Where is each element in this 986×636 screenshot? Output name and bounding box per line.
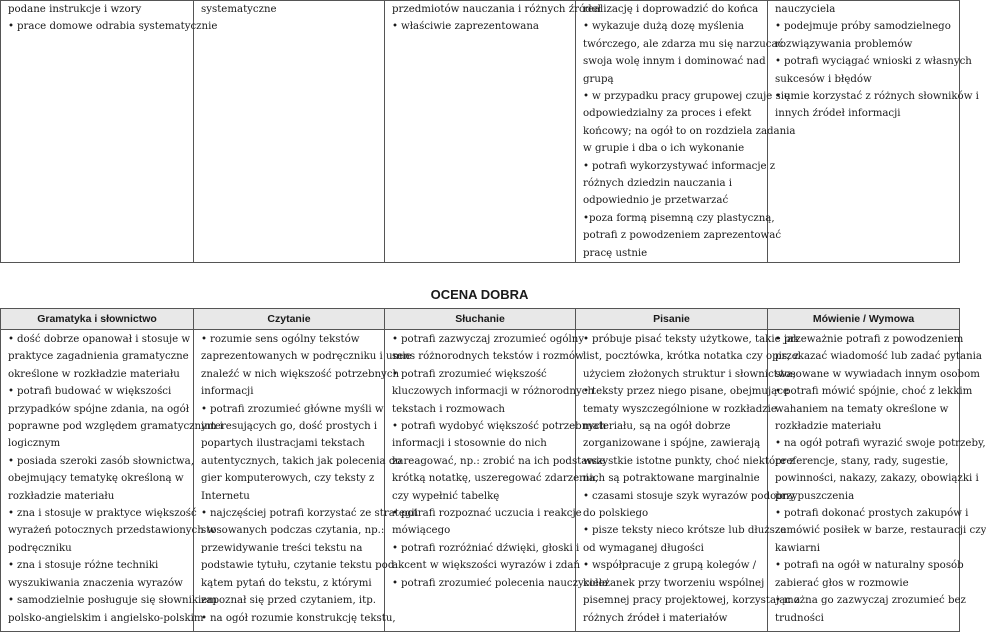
header-speaking-pronunciation: Mówienie / Wymowa — [768, 309, 960, 330]
top-col-1 — [8, 18, 218, 35]
bullet-line: • potrafi zrozumieć główne myśli w — [201, 401, 377, 418]
continuation-line: wszystkie istotne punkty, choć niektóre z — [583, 455, 795, 467]
grade-title: OCENA DOBRA — [430, 287, 529, 302]
cell-text: realizację i doprowadzić do końca — [583, 4, 759, 15]
top-cell — [1, 1, 218, 263]
continuation-line: końcowy; na ogół to on rozdziela zadania — [583, 125, 796, 137]
grammar-vocabulary-list — [8, 331, 224, 627]
reading-list — [201, 331, 418, 627]
continuation-line: tematy wyszczególnione w rozkładzie — [583, 403, 777, 415]
continuation-line: sukcesów i błędów — [775, 73, 872, 85]
top-col-3 — [392, 18, 568, 35]
continuation-line: podręczniku — [8, 542, 72, 554]
bullet-line: • właściwie zaprezentowana — [392, 18, 568, 35]
bullet-line: • rozumie sens ogólny tekstów — [201, 331, 377, 348]
continuation-line: tekstach i rozmowach — [392, 403, 505, 415]
top-cell — [576, 1, 796, 263]
header-reading: Czytanie — [194, 309, 385, 330]
continuation-line: rozkładzie materiału — [8, 490, 115, 502]
bullet-line: • dość dobrze opanował i stosuje w — [8, 331, 186, 348]
bullet-line: • potrafi mówić spójnie, choć z lekkim — [775, 383, 952, 400]
cell-text: podane instrukcje i wzory — [8, 4, 142, 15]
bullet-line: • potrafi wydobyć większość potrzebnych — [392, 418, 568, 435]
continuation-line: grupą — [583, 73, 614, 85]
bullet-line: • potrafi dokonać prostych zakupów i — [775, 505, 952, 522]
continuation-line: informacji — [201, 386, 254, 398]
grade-good-table — [0, 308, 986, 632]
continuation-line: rozkładzie materiału — [775, 421, 882, 433]
header-grammar-vocabulary: Gramatyka i słownictwo — [1, 309, 194, 330]
bullet-line: • najczęściej potrafi korzystać ze strategii — [201, 505, 377, 522]
continuation-line: nich są potraktowane marginalnie — [583, 473, 760, 485]
speaking-cell — [768, 330, 986, 632]
continuation-line: przekazać wiadomość lub zadać pytania — [775, 351, 982, 363]
continuation-line: określone w rozkładzie materiału — [8, 368, 180, 380]
bullet-line: • potrafi zrozumieć większość — [392, 366, 568, 383]
continuation-line: materiału, są na ogół dobrze — [583, 421, 731, 433]
continuation-line: przewidywanie treści tekstu na — [201, 542, 363, 554]
continuation-line: polsko-angielskim i angielsko-polskim — [8, 612, 204, 624]
continuation-line: czy wypełnić tabelkę — [392, 490, 500, 502]
continuation-line: zaprezentowanych w podręczniku i umie — [201, 351, 412, 363]
continuation-line: mówiącego — [392, 525, 451, 537]
continuation-line: twórczego, ale zdarza mu się narzucać — [583, 38, 784, 50]
continuation-line: przypuszczenia — [775, 490, 855, 502]
continuation-line: poprawne pod względem gramatycznym i — [8, 421, 224, 433]
bullet-line: • posiada szeroki zasób słownictwa, — [8, 453, 186, 470]
continuation-line: potrafi z powodzeniem zaprezentować — [583, 230, 782, 242]
continuation-line: innych źródeł informacji — [775, 108, 901, 120]
continuation-line: zamówić posiłek w barze, restauracji czy — [775, 525, 986, 537]
reading-cell — [194, 330, 418, 632]
bullet-line: • na ogół potrafi wyrazić swoje potrzeby, — [775, 435, 952, 452]
continuation-line: koleżanek przy tworzeniu wspólnej — [583, 577, 765, 589]
continuation-line: stosowanych podczas czytania, np.: — [201, 525, 385, 537]
continuation-line: interesujących go, dość prostych i — [201, 421, 378, 433]
continuation-line: logicznym — [8, 438, 61, 450]
continuation-line: obejmujący tematykę określoną w — [8, 473, 184, 485]
listening-list — [392, 331, 609, 592]
continuation-line: przypadków spójne zdania, na ogół — [8, 403, 190, 415]
continuation-line: popartych ilustracjami tekstach — [201, 438, 365, 450]
bullet-line: • przeważnie potrafi z powodzeniem — [775, 331, 952, 348]
top-cell — [194, 1, 385, 263]
continuation-line: zapoznał się przed czytaniem, itp. — [201, 595, 377, 607]
bullet-line: • na ogół rozumie konstrukcję tekstu, — [201, 610, 377, 627]
continuation-line: w grupie i dba o ich wykonanie — [583, 143, 745, 155]
continuation-line: trudności — [775, 612, 824, 624]
cell-text: systematyczne — [201, 4, 277, 15]
continuation-line: gier komputerowych, czy teksty z — [201, 473, 375, 485]
grade-requirements-table-continued — [0, 0, 979, 263]
continuation-line: powinności, nakazy, zakazy, obowiązki i — [775, 473, 979, 485]
continuation-line: swoja wolę innym i dominować nad — [583, 56, 766, 68]
speaking-list — [775, 331, 986, 627]
bullet-line: • potrafi na ogół w naturalny sposób — [775, 557, 952, 574]
bullet-line: • czasami stosuje szyk wyrazów podobny — [583, 488, 760, 505]
continuation-line: od wymaganej długości — [583, 542, 704, 554]
bullet-line: • teksty przez niego pisane, obejmujące — [583, 383, 760, 400]
bullet-line: • w przypadku pracy grupowej czuje się — [583, 88, 760, 105]
continuation-line: podstawie tytułu, czytanie tekstu pod — [201, 560, 395, 572]
continuation-line: odpowiedzialny za proces i efekt — [583, 108, 752, 120]
header-writing: Pisanie — [576, 309, 768, 330]
bullet-line: • samodzielnie posługuje się słownikiem — [8, 592, 186, 609]
continuation-line: użyciem złożonych struktur i słownictwa; — [583, 368, 797, 380]
continuation-line: stosowane w wywiadach innym osobom — [775, 368, 980, 380]
continuation-line: Internetu — [201, 490, 250, 502]
continuation-line: rozwiązywania problemów — [775, 38, 913, 50]
continuation-line: kluczowych informacji w różnorodnych — [392, 386, 594, 398]
cell-text: przedmiotów nauczania i różnych źródeł — [392, 4, 601, 15]
bullet-line: • współpracuje z grupą kolegów / — [583, 557, 760, 574]
continuation-line: autentycznych, takich jak polecenia do — [201, 455, 402, 467]
header-listening: Słuchanie — [385, 309, 576, 330]
bullet-line: • potrafi wyciągać wnioski z własnych — [775, 53, 952, 70]
continuation-line: praktyce zagadnienia gramatyczne — [8, 351, 189, 363]
continuation-line: wyrażeń potocznych przedstawionych w — [8, 525, 216, 537]
continuation-line: różnych źródeł i materiałów — [583, 612, 728, 624]
top-col-4 — [583, 18, 796, 262]
bullet-line: • pisze teksty nieco krótsze lub dłuższe — [583, 522, 760, 539]
top-col-5 — [775, 18, 979, 122]
bullet-line: • potrafi budować w większości — [8, 383, 186, 400]
continuation-line: kątem pytań do tekstu, z którymi — [201, 577, 372, 589]
bullet-line: • potrafi zazwyczaj zrozumieć ogólny — [392, 331, 568, 348]
continuation-line: •poza formą pisemną czy plastyczną, — [583, 212, 775, 224]
bullet-line: • potrafi zrozumieć polecenia nauczyciela — [392, 575, 568, 592]
bullet-line: • potrafi rozróżniać dźwięki, głoski i — [392, 540, 568, 557]
cell-text: nauczyciela — [775, 4, 836, 15]
bullet-line: • wykazuje dużą dozę myślenia — [583, 18, 760, 35]
continuation-line: zabierać głos w rozmowie — [775, 577, 909, 589]
continuation-line: do polskiego — [583, 508, 649, 520]
bullet-line: • można go zazwyczaj zrozumieć bez — [775, 592, 952, 609]
continuation-line: wahaniem na tematy określone w — [775, 403, 949, 415]
continuation-line: znaleźć w nich większość potrzebnych — [201, 368, 400, 380]
bullet-line: • podejmuje próby samodzielnego — [775, 18, 952, 35]
continuation-line: list, pocztówka, krótka notatka czy opis, z — [583, 351, 799, 363]
continuation-line: akcent w większości wyrazów i zdań — [392, 560, 581, 572]
continuation-line: kawiarni — [775, 542, 820, 554]
continuation-line: zareagować, np.: zrobić na ich podstawie — [392, 455, 606, 467]
grammar-vocabulary-cell — [1, 330, 224, 632]
bullet-line: • zna i stosuje różne techniki — [8, 557, 186, 574]
continuation-line: informacji i stosownie do nich — [392, 438, 547, 450]
continuation-line: odpowiednio je przetwarzać — [583, 195, 729, 207]
continuation-line: różnych dziedzin nauczania i — [583, 178, 733, 190]
continuation-line: krótką notatkę, uszeregować zdarzenia, — [392, 473, 599, 485]
bullet-line: • prace domowe odrabia systematycznie — [8, 18, 186, 35]
continuation-line: pisemnej pracy projektowej, korzystając z — [583, 595, 800, 607]
continuation-line: preferencje, stany, rady, sugestie, — [775, 455, 949, 467]
bullet-line: • próbuje pisać teksty użytkowe, takie jak — [583, 331, 760, 348]
continuation-line: wyszukiwania znaczenia wyrazów — [8, 577, 183, 589]
bullet-line: • potrafi wykorzystywać informacje z — [583, 158, 760, 175]
bullet-line: • umie korzystać z różnych słowników i — [775, 88, 952, 105]
listening-cell — [385, 330, 609, 632]
continuation-line: zorganizowane i spójne, zawierają — [583, 438, 761, 450]
top-cell — [768, 1, 979, 263]
continuation-line: pracę ustnie — [583, 247, 648, 259]
continuation-line: sens różnorodnych tekstów i rozmów — [392, 351, 584, 363]
bullet-line: • potrafi rozpoznać uczucia i reakcje — [392, 505, 568, 522]
bullet-line: • zna i stosuje w praktyce większość — [8, 505, 186, 522]
